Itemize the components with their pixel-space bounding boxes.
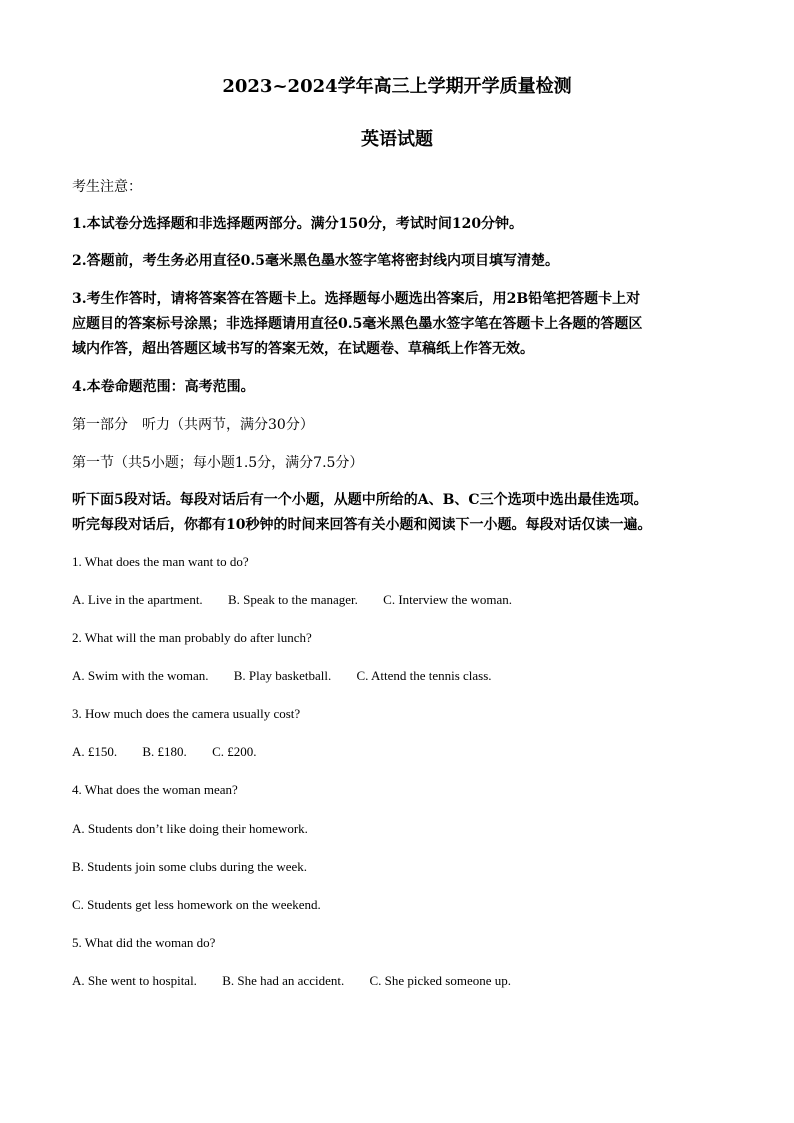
notice-item-3c: 域内作答，超出答题区域书写的答案无效，在试题卷、草稿纸上作答无效。	[72, 341, 534, 357]
question-stem-1: 1. What does the man want to do?	[72, 554, 249, 569]
option-2a[interactable]: A. Swim with the woman.	[72, 668, 209, 683]
part-heading: 第一部分 听力（共两节，满分30分）	[72, 417, 314, 433]
notice-item-3a: 3.考生作答时，请将答案答在答题卡上。选择题每小题选出答案后，用2B铅笔把答题卡上对	[72, 291, 641, 307]
option-5c[interactable]: C. She picked someone up.	[369, 973, 511, 988]
question-options-2	[72, 668, 732, 684]
option-4b[interactable]: B. Students join some clubs during the week.	[72, 859, 308, 874]
option-5a[interactable]: A. She went to hospital.	[72, 973, 197, 988]
option-1b[interactable]: B. Speak to the manager.	[227, 592, 358, 607]
question-stem-3: 3. How much does the camera usually cost?	[72, 706, 301, 721]
option-4c[interactable]: C. Students get less homework on the weekend.	[72, 897, 321, 912]
question-options-1	[72, 592, 732, 608]
question-stem-4: 4. What does the woman mean?	[72, 782, 238, 797]
question-stem-2: 2. What will the man probably do after lunch?	[72, 630, 312, 645]
notice-item-2: 2.答题前，考生务必用直径0.5毫米黑色墨水签字笔将密封线内项目填写清楚。	[72, 253, 559, 269]
notice-item-4: 4.本卷命题范围：高考范围。	[72, 379, 255, 395]
question-options-5	[72, 973, 732, 989]
option-3a[interactable]: A. £150.	[72, 744, 118, 759]
exam-title: 2023~2024学年高三上学期开学质量检测	[222, 76, 572, 97]
option-4a[interactable]: A. Students don’t like doing their homework.	[72, 821, 308, 836]
option-5b[interactable]: B. She had an accident.	[222, 973, 345, 988]
question-stem-5: 5. What did the woman do?	[72, 935, 216, 950]
instruction-line-2: 听完每段对话后，你都有10秒钟的时间来回答有关小题和阅读下一小题。每段对话仅读一遍。	[72, 517, 652, 533]
notice-label: 考生注意：	[72, 179, 142, 195]
notice-item-1: 1.本试卷分选择题和非选择题两部分。满分150分，考试时间120分钟。	[72, 216, 524, 232]
notice-item-3b: 应题目的答案标号涂黑；非选择题请用直径0.5毫米黑色墨水签字笔在答题卡上各题的答题区	[72, 316, 643, 332]
option-3b[interactable]: B. £180.	[142, 744, 187, 759]
exam-subtitle: 英语试题	[361, 129, 433, 150]
option-1a[interactable]: A. Live in the apartment.	[72, 592, 203, 607]
subpart-heading: 第一节（共5小题；每小题1.5分，满分7.5分）	[72, 455, 364, 471]
option-2c[interactable]: C. Attend the tennis class.	[356, 668, 492, 683]
option-3c[interactable]: C. £200.	[212, 744, 257, 759]
question-options-3	[72, 744, 732, 760]
option-1c[interactable]: C. Interview the woman.	[383, 592, 513, 607]
instruction-line-1: 听下面5段对话。每段对话后有一个小题，从题中所给的A、B、C三个选项中选出最佳选项。	[72, 492, 648, 508]
option-2b[interactable]: B. Play basketball.	[233, 668, 332, 683]
